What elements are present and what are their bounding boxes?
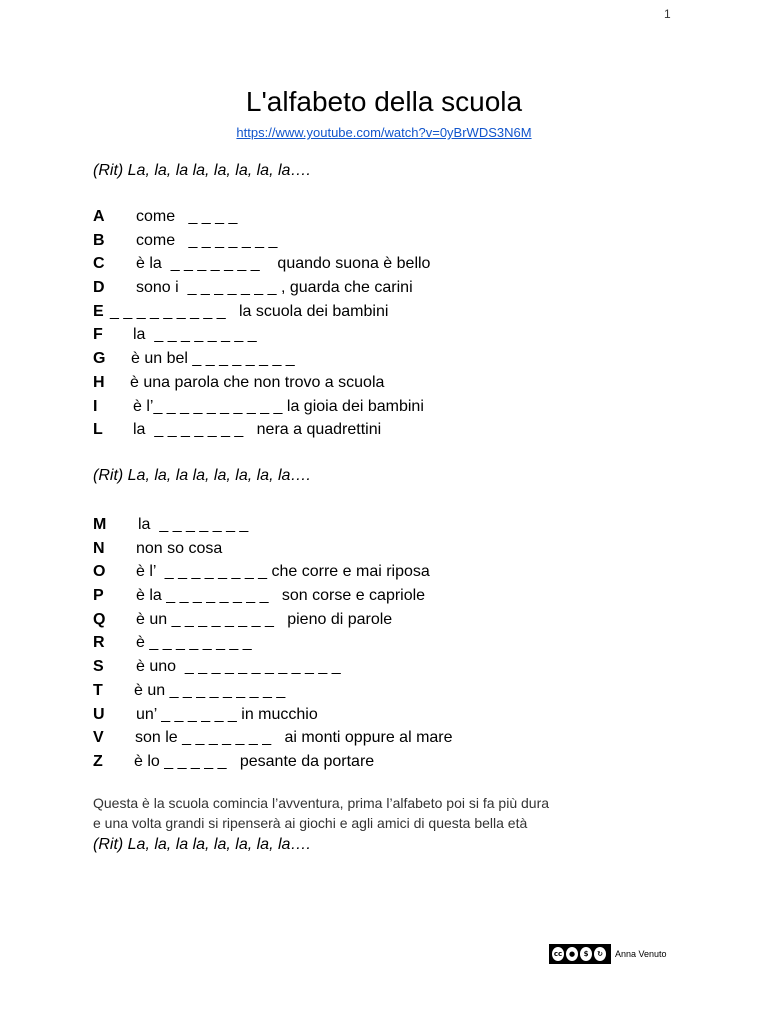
author-name: Anna Venuto (615, 949, 667, 959)
verse-line (93, 726, 453, 750)
verse-text: _ _ _ _ _ _ _ _ _ la scuola dei bambini (110, 302, 389, 320)
verse-text: è uno _ _ _ _ _ _ _ _ _ _ _ _ (136, 658, 341, 676)
verse-letter: F (93, 326, 103, 344)
verse-line (93, 418, 430, 442)
verse-letter: Z (93, 752, 103, 770)
verse-letter: Q (93, 610, 106, 628)
verse-letter: N (93, 539, 105, 557)
verse-line (93, 205, 430, 229)
verse-text: è _ _ _ _ _ _ _ _ (136, 634, 252, 652)
verse-line (93, 584, 453, 608)
verse-line (93, 323, 430, 347)
prose-line: e una volta grandi si ripenserà ai giochi e agli amici di questa bella età (93, 815, 528, 831)
sa-icon: ↻ (594, 947, 606, 961)
verse-line (93, 703, 453, 727)
verse-text: è una parola che non trovo a scuola (130, 373, 385, 391)
cc-icon: cc (552, 947, 564, 961)
verse-letter: U (93, 705, 105, 723)
verse-letter: I (93, 397, 98, 415)
license-block (549, 944, 667, 964)
page-title: L'alfabeto della scuola (245, 86, 523, 117)
verse-line (93, 229, 430, 253)
verse-text: la _ _ _ _ _ _ _ nera a quadrettini (133, 421, 382, 439)
verse-text: non so cosa (136, 539, 223, 557)
verse-text: è la _ _ _ _ _ _ _ quando suona è bello (136, 255, 431, 273)
youtube-link[interactable]: https://www.youtube.com/watch?v=0yBrWDS3N6M (236, 125, 532, 140)
verse-letter: R (93, 634, 105, 652)
verse-letter: T (93, 681, 103, 699)
verse-text: è l’ _ _ _ _ _ _ _ _ che corre e mai riposa (136, 563, 430, 581)
verse-letter: A (93, 208, 105, 225)
prose-line: Questa è la scuola comincia l’avventura, prima l’alfabeto poi si fa più dura (93, 795, 550, 811)
verse-line (93, 655, 453, 679)
page-number: 1 (664, 7, 671, 21)
verse-line (93, 300, 430, 324)
prose-block (93, 793, 549, 833)
verse-text: un’ _ _ _ _ _ _ in mucchio (136, 705, 318, 723)
verse-line (93, 252, 430, 276)
verse-letter: D (93, 279, 105, 297)
verse-line (93, 750, 453, 774)
verse-letter: M (93, 516, 107, 533)
verse-line (93, 631, 453, 655)
verse-line (93, 608, 453, 632)
cc-by-nc-sa-icon[interactable] (549, 944, 611, 964)
verse-text: è l’_ _ _ _ _ _ _ _ _ _ la gioia dei bambini (133, 397, 424, 415)
refrain-2: (Rit) La, la, la la, la, la, la, la…. (93, 467, 311, 484)
verse-line (93, 679, 453, 703)
verse-letter: E (93, 302, 104, 320)
verse-text: è un bel _ _ _ _ _ _ _ _ (131, 350, 295, 368)
verse-letter: G (93, 350, 106, 368)
verse-line (93, 395, 430, 419)
verse-letter: C (93, 255, 105, 273)
verse-text: è un _ _ _ _ _ _ _ _ _ (134, 681, 286, 699)
verse-2 (93, 513, 453, 774)
verse-text: è lo _ _ _ _ _ pesante da portare (134, 752, 375, 770)
verse-line (93, 276, 430, 300)
verse-line (93, 537, 453, 561)
verse-line (93, 347, 430, 371)
nc-icon: $ (580, 947, 592, 961)
verse-letter: H (93, 373, 105, 391)
verse-letter: S (93, 658, 104, 676)
verse-text: è un _ _ _ _ _ _ _ _ pieno di parole (136, 610, 393, 628)
verse-text: son le _ _ _ _ _ _ _ ai monti oppure al mare (135, 729, 453, 747)
verse-text: come _ _ _ _ _ _ _ (136, 231, 278, 249)
verse-line (93, 560, 453, 584)
verse-letter: L (93, 421, 103, 439)
verse-text: la _ _ _ _ _ _ _ _ (133, 326, 257, 344)
verse-text: è la _ _ _ _ _ _ _ _ son corse e capriole (136, 587, 426, 605)
verse-letter: O (93, 563, 106, 581)
verse-text: come _ _ _ _ (136, 208, 238, 225)
verse-text: la _ _ _ _ _ _ _ (138, 516, 249, 533)
verse-line (93, 513, 453, 537)
verse-letter: P (93, 587, 104, 605)
verse-line (93, 371, 430, 395)
verse-letter: V (93, 729, 104, 747)
verse-text: sono i _ _ _ _ _ _ _ , guarda che carini (136, 279, 413, 297)
by-icon: ● (566, 947, 578, 961)
verse-1 (93, 205, 430, 442)
refrain-1: (Rit) La, la, la la, la, la, la, la…. (93, 162, 311, 179)
verse-letter: B (93, 231, 105, 249)
refrain-3: (Rit) La, la, la la, la, la, la, la…. (93, 836, 311, 853)
